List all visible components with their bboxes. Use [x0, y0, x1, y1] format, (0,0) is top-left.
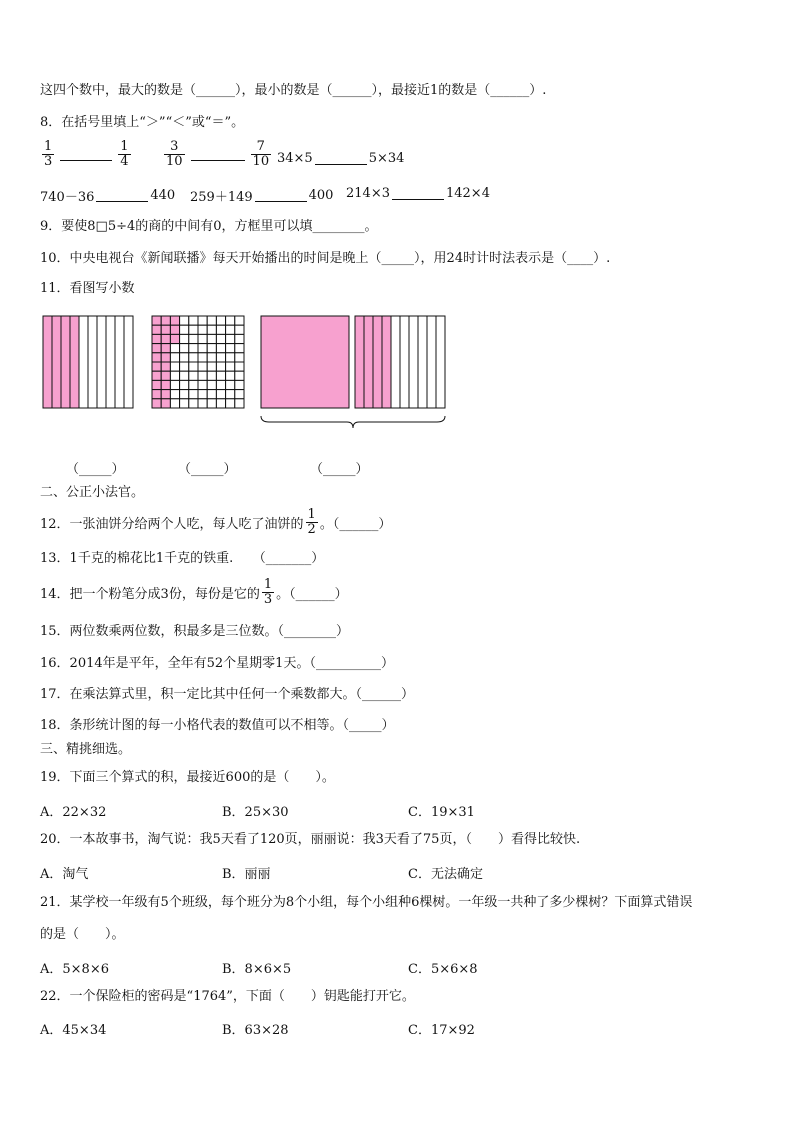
question-16: 16．2014年是平年，全年有52个星期零1天。（__________）: [40, 656, 394, 671]
figure-whole-and-tenths: [261, 316, 445, 408]
line-four-numbers: 这四个数中，最大的数是（______），最小的数是（______），最接近1的数是（______）.: [40, 83, 547, 98]
answer-blank[interactable]: [392, 187, 444, 200]
question-10: 10．中央电视台《新闻联播》每天开始播出的时间是晚上（_____），用24时计时法表示是（____）.: [40, 251, 611, 266]
hundredth-cell: [189, 362, 198, 371]
hundredth-cell: [216, 316, 225, 325]
tenths-strip: [436, 316, 445, 408]
hundredth-cell: [216, 371, 225, 380]
hundredth-cell: [198, 334, 207, 343]
question-11: 11．看图写小数: [40, 281, 135, 296]
tenths-strip: [418, 316, 427, 408]
hundredth-cell: [180, 362, 189, 371]
fraction-1-4: $\frac{1}{4}$: [120, 139, 129, 169]
compare-row2-b: 259＋149 400: [190, 188, 334, 205]
hundredth-cell: [216, 399, 225, 408]
fraction-3-10: $\frac{3}{10}$: [166, 139, 183, 169]
tenths-strip: [409, 316, 418, 408]
hundredth-cell: [235, 362, 244, 371]
hundredth-cell: [226, 362, 235, 371]
hundredth-cell: [226, 353, 235, 362]
compare-row2-c: 214×3 142×4: [346, 186, 490, 201]
tenths-strip: [427, 316, 436, 408]
tenths-strip: [373, 316, 382, 408]
question-14: 14．把一个粉笔分成3份，每份是它的 $\frac{1}{3}$ 。（______）: [40, 577, 348, 607]
hundredth-cell: [198, 390, 207, 399]
hundredth-cell: [198, 316, 207, 325]
hundredth-cell: [152, 390, 161, 399]
hundredth-cell: [189, 334, 198, 343]
question-22: 22．一个保险柜的密码是“1764”，下面（ ）钥匙能打开它。: [40, 989, 415, 1004]
answer-blank[interactable]: [60, 148, 112, 161]
hundredth-cell: [198, 371, 207, 380]
tenths-strip: [106, 316, 115, 408]
tenths-strip: [61, 316, 70, 408]
answer-blank[interactable]: [315, 152, 367, 165]
hundredth-cell: [170, 362, 179, 371]
decimal-figures: [40, 312, 460, 432]
hundredth-cell: [152, 399, 161, 408]
tenths-strip: [364, 316, 373, 408]
hundredth-cell: [235, 371, 244, 380]
hundredth-cell: [189, 344, 198, 353]
figure-hundredths-grid: [152, 316, 244, 408]
hundredth-cell: [152, 362, 161, 371]
hundredth-cell: [207, 334, 216, 343]
hundredth-cell: [198, 362, 207, 371]
q20-option-c[interactable]: C．无法确定: [408, 867, 483, 882]
figure-1-answer[interactable]: （_____）: [66, 462, 125, 477]
hundredth-cell: [152, 334, 161, 343]
hundredth-cell: [180, 390, 189, 399]
q22-option-b[interactable]: B．63×28: [222, 1023, 289, 1038]
tenths-strip: [124, 316, 133, 408]
hundredth-cell: [235, 344, 244, 353]
question-19: 19．下面三个算式的积，最接近600的是（ ）。: [40, 770, 335, 785]
fraction-1-2: $\frac{1}{2}$: [307, 507, 316, 537]
compare-fractions-2: [162, 140, 273, 169]
figure-3-answer[interactable]: （_____）: [310, 462, 369, 477]
hundredth-cell: [180, 344, 189, 353]
hundredth-cell: [235, 325, 244, 334]
hundredth-cell: [189, 390, 198, 399]
hundredth-cell: [170, 399, 179, 408]
hundredth-cell: [198, 399, 207, 408]
hundredth-cell: [152, 380, 161, 389]
tenths-strip: [355, 316, 364, 408]
q22-option-c[interactable]: C．17×92: [408, 1023, 475, 1038]
hundredth-cell: [180, 371, 189, 380]
hundredth-cell: [180, 353, 189, 362]
hundredth-cell: [161, 380, 170, 389]
fraction-1-3-b: $\frac{1}{3}$: [263, 577, 273, 607]
hundredth-cell: [207, 362, 216, 371]
hundredth-cell: [207, 380, 216, 389]
answer-blank[interactable]: [255, 189, 307, 202]
q22-option-a[interactable]: A．45×34: [40, 1023, 107, 1038]
hundredth-cell: [226, 344, 235, 353]
q21-option-a[interactable]: A．5×8×6: [40, 962, 109, 977]
hundredth-cell: [226, 334, 235, 343]
tenths-strip: [88, 316, 97, 408]
question-18: 18．条形统计图的每一小格代表的数值可以不相等。（_____）: [40, 718, 395, 733]
hundredth-cell: [189, 316, 198, 325]
hundredth-cell: [180, 316, 189, 325]
answer-blank[interactable]: [96, 189, 148, 202]
hundredth-cell: [170, 380, 179, 389]
question-21-line1: 21．某学校一年级有5个班级，每个班分为8个小组，每个小组种6棵树。一年级一共种了多少棵树？下面算式错误: [40, 895, 693, 910]
hundredth-cell: [170, 325, 179, 334]
fraction-1-3: $\frac{1}{3}$: [44, 139, 53, 169]
tenths-strip: [391, 316, 400, 408]
hundredth-cell: [216, 353, 225, 362]
compare-products: 34×5 5×34: [277, 151, 405, 166]
hundredth-cell: [235, 399, 244, 408]
hundredth-cell: [161, 390, 170, 399]
hundredth-cell: [161, 371, 170, 380]
tenths-strip: [52, 316, 61, 408]
hundredth-cell: [235, 353, 244, 362]
question-13: 13．1千克的棉花比1千克的铁重. （_______）: [40, 551, 325, 566]
hundredth-cell: [207, 399, 216, 408]
hundredth-cell: [170, 344, 179, 353]
hundredth-cell: [161, 325, 170, 334]
hundredth-cell: [207, 344, 216, 353]
question-20: 20．一本故事书，淘气说：我5天看了120页，丽丽说：我3天看了75页，（ ）看得比较快.: [40, 832, 581, 847]
hundredth-cell: [216, 390, 225, 399]
hundredth-cell: [189, 325, 198, 334]
hundredth-cell: [189, 399, 198, 408]
hundredth-cell: [170, 390, 179, 399]
hundredth-cell: [216, 344, 225, 353]
question-12: 12．一张油饼分给两个人吃，每人吃了油饼的 $\frac{1}{2}$ 。（______）: [40, 507, 392, 537]
hundredth-cell: [180, 325, 189, 334]
hundredth-cell: [198, 344, 207, 353]
hundredth-cell: [161, 353, 170, 362]
hundredth-cell: [170, 316, 179, 325]
q19-option-a[interactable]: A．22×32: [40, 805, 107, 820]
hundredth-cell: [170, 371, 179, 380]
tenths-strip: [382, 316, 391, 408]
hundredth-cell: [207, 316, 216, 325]
hundredth-cell: [198, 380, 207, 389]
section-3-title: 三、精挑细选。: [40, 742, 132, 757]
hundredth-cell: [152, 371, 161, 380]
tenths-strip: [97, 316, 106, 408]
hundredth-cell: [152, 344, 161, 353]
q20-option-a[interactable]: A．淘气: [40, 867, 89, 882]
tenths-strip: [115, 316, 124, 408]
hundredth-cell: [180, 380, 189, 389]
section-2-title: 二、公正小法官。: [40, 485, 145, 500]
tenths-strip: [43, 316, 52, 408]
hundredth-cell: [226, 371, 235, 380]
hundredth-cell: [161, 334, 170, 343]
hundredth-cell: [161, 316, 170, 325]
hundredth-cell: [161, 344, 170, 353]
hundredth-cell: [207, 353, 216, 362]
compare-fractions-1: [40, 140, 133, 169]
hundredth-cell: [235, 380, 244, 389]
hundredth-cell: [189, 380, 198, 389]
q21-option-b[interactable]: B．8×6×5: [222, 962, 292, 977]
hundredth-cell: [235, 334, 244, 343]
hundredth-cell: [226, 325, 235, 334]
hundredth-cell: [226, 390, 235, 399]
compare-row2-a: 740－36 440: [40, 188, 176, 205]
hundredth-cell: [161, 362, 170, 371]
hundredth-cell: [235, 316, 244, 325]
hundredth-cell: [235, 390, 244, 399]
hundredth-cell: [216, 325, 225, 334]
hundredth-cell: [170, 353, 179, 362]
hundredth-cell: [216, 380, 225, 389]
figure-tenths-strip: [43, 316, 133, 408]
hundredth-cell: [198, 325, 207, 334]
hundredth-cell: [152, 325, 161, 334]
hundredth-cell: [226, 399, 235, 408]
hundredth-cell: [226, 316, 235, 325]
hundredth-cell: [216, 362, 225, 371]
hundredth-cell: [170, 334, 179, 343]
q21-option-c[interactable]: C．5×6×8: [408, 962, 478, 977]
question-21-line2: 的是（ ）。: [40, 927, 125, 942]
hundredth-cell: [189, 353, 198, 362]
tenths-strip: [400, 316, 409, 408]
figure-2-answer[interactable]: （_____）: [178, 462, 237, 477]
brace: [261, 416, 445, 428]
whole-square: [261, 316, 349, 408]
answer-blank[interactable]: [191, 148, 245, 161]
tenths-strip: [70, 316, 79, 408]
tenths-strip: [79, 316, 88, 408]
hundredth-cell: [180, 334, 189, 343]
hundredth-cell: [189, 371, 198, 380]
hundredth-cell: [216, 334, 225, 343]
question-17: 17．在乘法算式里，积一定比其中任何一个乘数都大。（______）: [40, 687, 415, 702]
hundredth-cell: [180, 399, 189, 408]
question-8: 8．在括号里填上“＞”“＜”或“＝”。: [40, 115, 245, 130]
hundredth-cell: [207, 371, 216, 380]
hundredth-cell: [207, 325, 216, 334]
q19-option-c[interactable]: C．19×31: [408, 805, 475, 820]
hundredth-cell: [152, 353, 161, 362]
fraction-7-10: $\frac{7}{10}$: [252, 139, 270, 169]
question-9: 9．要使8□5÷4的商的中间有0，方框里可以填________。: [40, 219, 378, 234]
hundredth-cell: [207, 390, 216, 399]
q20-option-b[interactable]: B．丽丽: [222, 867, 271, 882]
hundredth-cell: [226, 380, 235, 389]
hundredth-cell: [198, 353, 207, 362]
q19-option-b[interactable]: B．25×30: [222, 805, 289, 820]
question-15: 15．两位数乘两位数，积最多是三位数。（________）: [40, 624, 350, 639]
hundredth-cell: [152, 316, 161, 325]
hundredth-cell: [161, 399, 170, 408]
